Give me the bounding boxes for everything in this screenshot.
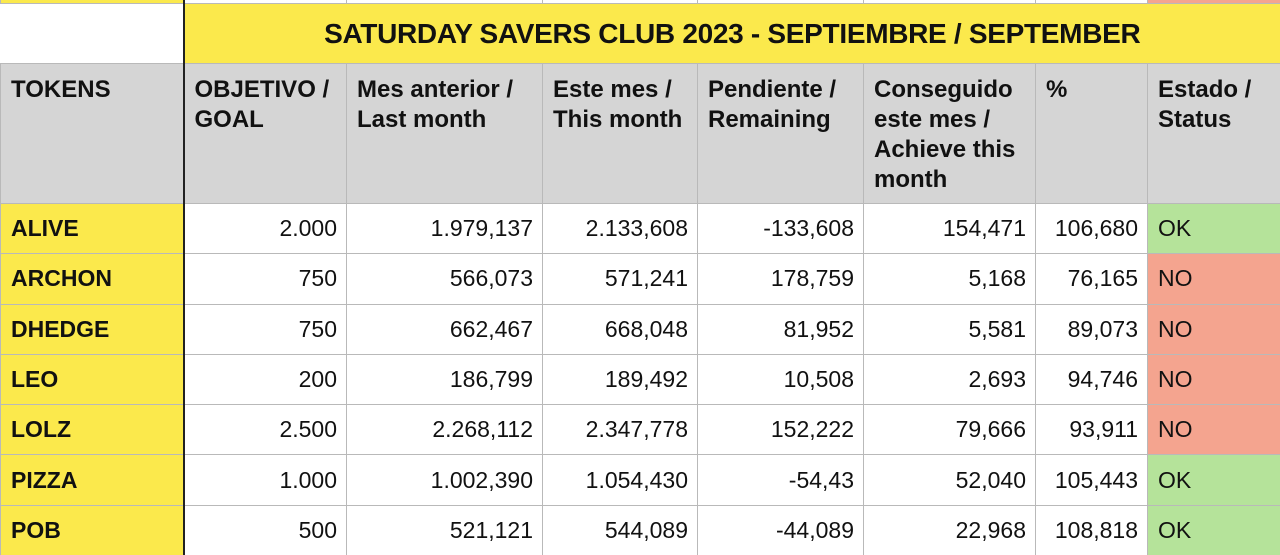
this-month-cell[interactable]: 2.133,608 [543, 204, 698, 254]
achieved-cell[interactable]: 5,168 [864, 254, 1036, 304]
status-cell[interactable]: NO [1148, 304, 1280, 354]
table-row [1, 405, 1280, 455]
last-month-cell[interactable]: 662,467 [347, 304, 543, 354]
achieved-cell[interactable]: 154,471 [864, 204, 1036, 254]
goal-cell[interactable]: 2.500 [184, 405, 347, 455]
token-cell[interactable]: POB [1, 505, 184, 555]
table-row [1, 505, 1280, 555]
token-cell[interactable]: LEO [1, 354, 184, 404]
achieved-cell[interactable]: 22,968 [864, 505, 1036, 555]
goal-cell[interactable]: 750 [184, 304, 347, 354]
header-percent[interactable]: % [1036, 64, 1148, 204]
table-row [1, 304, 1280, 354]
this-month-cell[interactable]: 571,241 [543, 254, 698, 304]
remaining-cell[interactable]: 81,952 [698, 304, 864, 354]
goal-cell[interactable]: 750 [184, 254, 347, 304]
last-month-cell[interactable]: 566,073 [347, 254, 543, 304]
status-cell[interactable]: OK [1148, 204, 1280, 254]
percent-cell[interactable]: 105,443 [1036, 455, 1148, 505]
last-month-cell[interactable]: 1.002,390 [347, 455, 543, 505]
table-row [1, 354, 1280, 404]
goal-cell[interactable]: 200 [184, 354, 347, 404]
token-cell[interactable]: ALIVE [1, 204, 184, 254]
achieved-cell[interactable]: 52,040 [864, 455, 1036, 505]
goal-cell[interactable]: 500 [184, 505, 347, 555]
header-last-month[interactable]: Mes anterior / Last month [347, 64, 543, 204]
percent-cell[interactable]: 108,818 [1036, 505, 1148, 555]
title-row [1, 4, 1280, 64]
remaining-cell[interactable]: -133,608 [698, 204, 864, 254]
remaining-cell[interactable]: 10,508 [698, 354, 864, 404]
table-row [1, 204, 1280, 254]
status-cell[interactable]: OK [1148, 505, 1280, 555]
percent-cell[interactable]: 93,911 [1036, 405, 1148, 455]
header-achieved[interactable]: Conseguido este mes / Achieve this month [864, 64, 1036, 204]
remaining-cell[interactable]: -44,089 [698, 505, 864, 555]
status-cell[interactable]: NO [1148, 405, 1280, 455]
remaining-cell[interactable]: -54,43 [698, 455, 864, 505]
last-month-cell[interactable]: 521,121 [347, 505, 543, 555]
remaining-cell[interactable]: 178,759 [698, 254, 864, 304]
table-title[interactable]: SATURDAY SAVERS CLUB 2023 - SEPTIEMBRE / SEPTEMBER [184, 4, 1280, 64]
token-cell[interactable]: LOLZ [1, 405, 184, 455]
header-remaining[interactable]: Pendiente / Remaining [698, 64, 864, 204]
achieved-cell[interactable]: 2,693 [864, 354, 1036, 404]
header-this-month[interactable]: Este mes / This month [543, 64, 698, 204]
achieved-cell[interactable]: 5,581 [864, 304, 1036, 354]
percent-cell[interactable]: 76,165 [1036, 254, 1148, 304]
last-month-cell[interactable]: 1.979,137 [347, 204, 543, 254]
token-cell[interactable]: ARCHON [1, 254, 184, 304]
goal-cell[interactable]: 2.000 [184, 204, 347, 254]
table-row [1, 254, 1280, 304]
goal-cell[interactable]: 1.000 [184, 455, 347, 505]
column-header-row [1, 64, 1280, 204]
last-month-cell[interactable]: 186,799 [347, 354, 543, 404]
percent-cell[interactable]: 106,680 [1036, 204, 1148, 254]
percent-cell[interactable]: 89,073 [1036, 304, 1148, 354]
header-status[interactable]: Estado / Status [1148, 64, 1280, 204]
token-cell[interactable]: DHEDGE [1, 304, 184, 354]
this-month-cell[interactable]: 668,048 [543, 304, 698, 354]
status-cell[interactable]: NO [1148, 354, 1280, 404]
this-month-cell[interactable]: 2.347,778 [543, 405, 698, 455]
this-month-cell[interactable]: 1.054,430 [543, 455, 698, 505]
percent-cell[interactable]: 94,746 [1036, 354, 1148, 404]
remaining-cell[interactable]: 152,222 [698, 405, 864, 455]
achieved-cell[interactable]: 79,666 [864, 405, 1036, 455]
this-month-cell[interactable]: 544,089 [543, 505, 698, 555]
header-goal[interactable]: OBJETIVO / GOAL [184, 64, 347, 204]
empty-cell[interactable] [1, 4, 184, 64]
token-cell[interactable]: PIZZA [1, 455, 184, 505]
status-cell[interactable]: OK [1148, 455, 1280, 505]
this-month-cell[interactable]: 189,492 [543, 354, 698, 404]
status-cell[interactable]: NO [1148, 254, 1280, 304]
last-month-cell[interactable]: 2.268,112 [347, 405, 543, 455]
table-row [1, 455, 1280, 505]
header-tokens[interactable]: TOKENS [1, 64, 184, 204]
